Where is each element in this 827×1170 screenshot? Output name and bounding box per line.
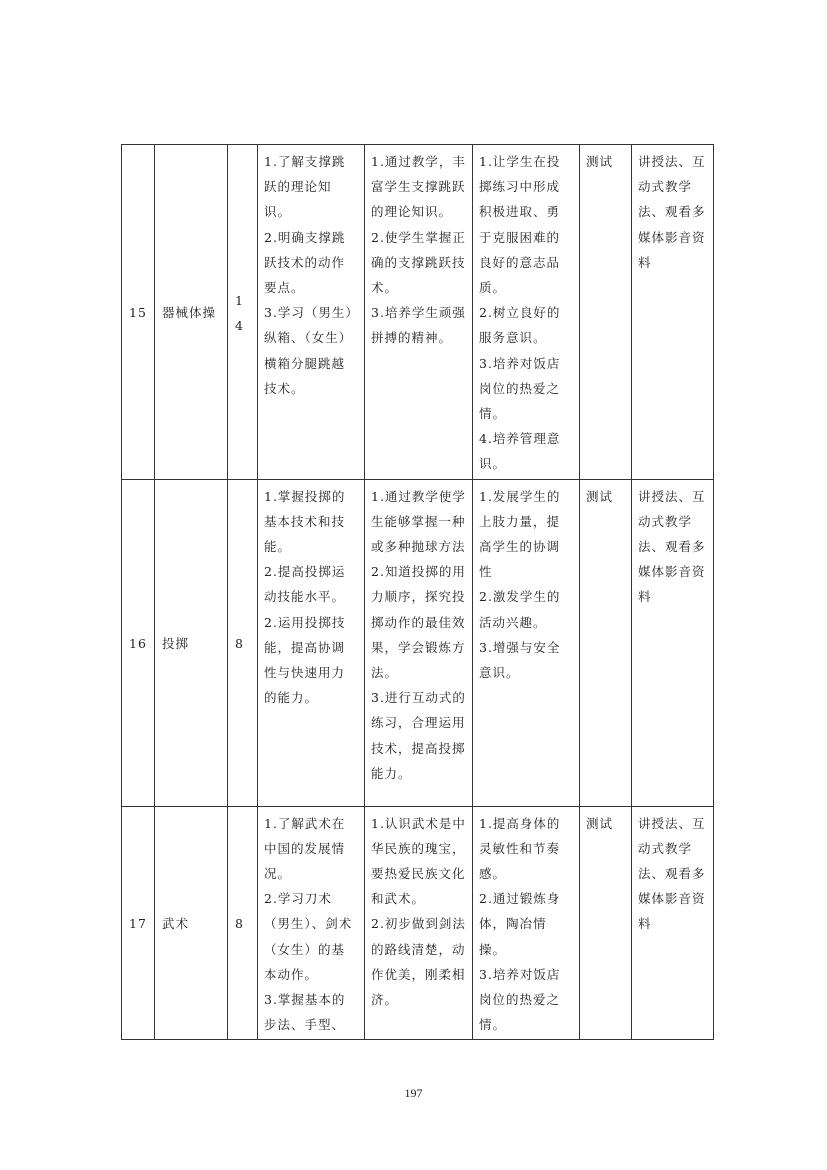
teaching-content (258, 806, 365, 1040)
quality-item: 3.培养对饭店岗位的热爱之情。 (479, 355, 561, 422)
content-item: 1.了解支撑跳跃的理论知识。 (264, 154, 346, 220)
quality-item: 3.增强与安全意识。 (479, 639, 561, 681)
page-number: 197 (404, 1086, 423, 1100)
quality-item: 2.通过锻炼身体，陶冶情操。 (479, 891, 561, 957)
quality-item: 1.让学生在投掷练习中形成积极进取、勇于克服困难的良好的意志品质。 (479, 154, 561, 296)
skill-item: 2.使学生掌握正确的支撑跳跃技术。 (371, 229, 466, 296)
content-item: 2.学习刀术（男生）、剑术（女生）的基本动作。 (264, 891, 353, 982)
skill-goals (365, 806, 473, 1040)
class-hours: 8 (228, 806, 258, 1040)
teaching-content (258, 479, 365, 806)
teaching-content (258, 145, 365, 480)
course-table (121, 144, 714, 1040)
teaching-method: 讲授法、互动式教学法、观看多媒体影音资料 (632, 806, 714, 1040)
row-number: 16 (122, 479, 155, 806)
assessment-method: 测试 (580, 145, 632, 480)
content-item: 1.了解武术在中国的发展情况。 (264, 815, 346, 882)
module-name: 器械体操 (155, 145, 228, 480)
quality-item: 3.培养对饭店岗位的热爱之情。 (479, 966, 561, 1033)
skill-item: 2.初步做到剑法的路线清楚，动作优美，刚柔相济。 (371, 916, 466, 1008)
table-row-17 (122, 806, 714, 1040)
content-item: 2.运用投掷技能，提高协调性与快速用力的能力。 (264, 614, 346, 706)
module-name: 投掷 (155, 479, 228, 806)
quality-item: 1.发展学生的上肢力量，提高学生的协调性 (479, 488, 561, 580)
content-item: 1.掌握投掷的基本技术和技能。 (264, 488, 346, 555)
assessment-method: 测试 (580, 479, 632, 806)
skill-goals (365, 479, 473, 806)
skill-item: 3.培养学生顽强拼搏的精神。 (371, 305, 466, 346)
quality-item: 4.培养管理意识。 (479, 431, 561, 472)
teaching-method: 讲授法、互动式教学法、观看多媒体影音资料 (632, 145, 714, 480)
class-hours: 14 (228, 145, 258, 480)
teaching-method: 讲授法、互动式教学法、观看多媒体影音资料 (632, 479, 714, 806)
content-item: 2.明确支撑跳跃技术的动作要点。 (264, 229, 346, 296)
quality-item: 2.激发学生的活动兴趣。 (479, 589, 561, 630)
quality-item: 1.提高身体的灵敏性和节奏感。 (479, 815, 561, 882)
skill-item: 2.知道投掷的用力顺序，探究投掷动作的最佳效果，学会锻炼方法。 (371, 564, 466, 681)
row-number: 17 (122, 806, 155, 1040)
quality-goals (473, 806, 580, 1040)
skill-item: 1.认识武术是中华民族的瑰宝，要热爱民族文化和武术。 (371, 815, 466, 907)
skill-item: 1.通过教学，丰富学生支撑跳跃的理论知识。 (371, 154, 466, 220)
assessment-method: 测试 (580, 806, 632, 1040)
module-name: 武术 (155, 806, 228, 1040)
quality-goals (473, 479, 580, 806)
quality-goals (473, 145, 580, 480)
row-number: 15 (122, 145, 155, 480)
quality-item: 2.树立良好的服务意识。 (479, 305, 561, 346)
table-row-15 (122, 145, 714, 480)
skill-goals (365, 145, 473, 480)
table-row-16 (122, 479, 714, 806)
content-item: 3.学习（男生）纵箱、（女生）横箱分腿跳越技术。 (264, 305, 353, 396)
skill-item: 1.通过教学使学生能够掌握一种或多种抛球方法 (371, 488, 466, 555)
content-item: 2.提高投掷运动技能水平。 (264, 564, 346, 605)
class-hours: 8 (228, 479, 258, 806)
content-item: 3.掌握基本的步法、手型、 (264, 992, 346, 1033)
skill-item: 3.进行互动式的练习，合理运用技术，提高投掷能力。 (371, 690, 466, 781)
